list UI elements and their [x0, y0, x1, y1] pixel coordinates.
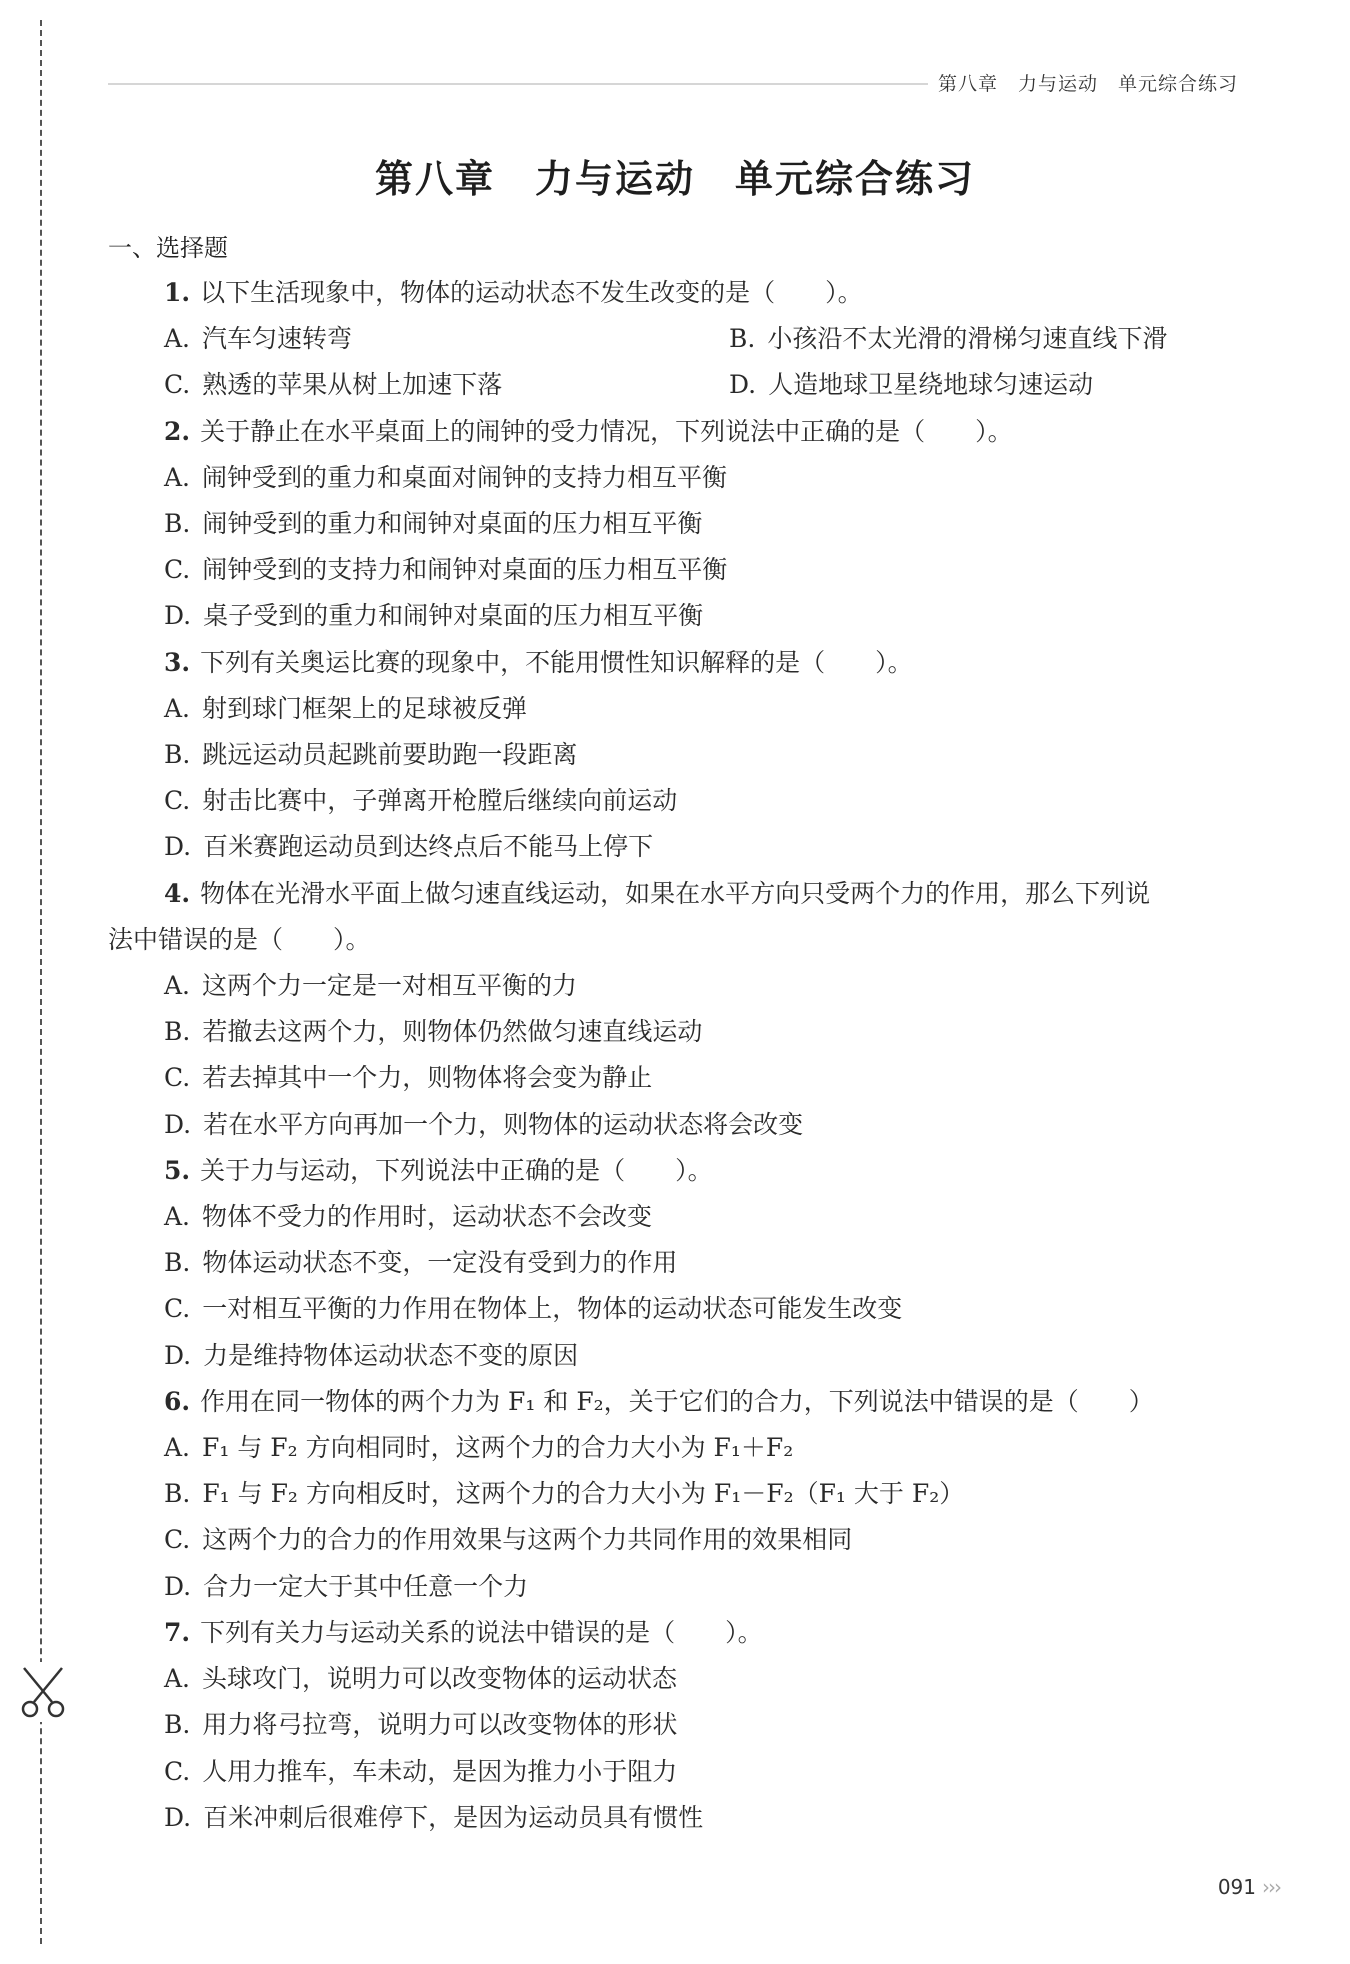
- option-a: A. F₁ 与 F₂ 方向相同时，这两个力的合力大小为 F₁＋F₂: [164, 1433, 794, 1463]
- header-rule: [108, 83, 928, 85]
- question-number: 1.: [164, 278, 191, 307]
- option-a: A. 汽车匀速转弯: [164, 324, 353, 354]
- question-number: 2.: [164, 416, 191, 446]
- option-b: B. 闹钟受到的重力和闹钟对桌面的压力相互平衡: [164, 509, 703, 539]
- option-b: B. F₁ 与 F₂ 方向相反时，这两个力的合力大小为 F₁－F₂（F₁ 大于 F₂）: [164, 1479, 965, 1509]
- option-b: B. 跳远运动员起跳前要助跑一段距离: [164, 740, 578, 770]
- question-3: [108, 640, 1238, 871]
- question-stem-line2: 法中错误的是（ ）。: [108, 924, 371, 954]
- option-d: D. 桌子受到的重力和闹钟对桌面的压力相互平衡: [164, 601, 704, 631]
- question-2: [108, 409, 1238, 640]
- option-c: C. 射击比赛中，子弹离开枪膛后继续向前运动: [164, 786, 678, 816]
- option-d: D. 人造地球卫星绕地球匀速运动: [729, 370, 1094, 400]
- question-stem: 下列有关奥运比赛的现象中，不能用惯性知识解释的是（ ）。: [200, 647, 913, 677]
- scissors-icon: [18, 1662, 68, 1722]
- question-list: [108, 270, 1238, 1841]
- dashed-cut-line: [40, 20, 42, 1944]
- option-a: A. 这两个力一定是一对相互平衡的力: [164, 971, 578, 1001]
- option-b: B. 物体运动状态不变，一定没有受到力的作用: [164, 1248, 678, 1278]
- option-c: C. 熟透的苹果从树上加速下落: [164, 370, 503, 400]
- option-d: D. 若在水平方向再加一个力，则物体的运动状态将会改变: [164, 1109, 804, 1139]
- option-d: D. 力是维持物体运动状态不变的原因: [164, 1340, 579, 1370]
- option-a: A. 闹钟受到的重力和桌面对闹钟的支持力相互平衡: [164, 462, 728, 492]
- option-c: C. 人用力推车，车未动，是因为推力小于阻力: [164, 1756, 678, 1786]
- question-stem: 下列有关力与运动关系的说法中错误的是（ ）。: [200, 1617, 763, 1647]
- question-number: 7.: [164, 1617, 191, 1647]
- question-6: [108, 1379, 1238, 1610]
- question-stem: 关于力与运动，下列说法中正确的是（ ）。: [200, 1155, 713, 1185]
- question-4: [108, 871, 1238, 1148]
- question-number: 6.: [164, 1386, 191, 1416]
- question-1: [108, 270, 1238, 409]
- question-number: 4.: [164, 878, 191, 908]
- question-stem: 作用在同一物体的两个力为 F₁ 和 F₂，关于它们的合力，下列说法中错误的是（ ）: [200, 1386, 1154, 1416]
- next-arrows-icon: ›››: [1262, 1875, 1280, 1899]
- option-d: D. 百米冲刺后很难停下，是因为运动员具有惯性: [164, 1802, 704, 1832]
- question-7: [108, 1610, 1238, 1841]
- question-stem-line1: 物体在光滑水平面上做匀速直线运动，如果在水平方向只受两个力的作用，那么下列说: [200, 878, 1151, 908]
- question-stem: 关于静止在水平桌面上的闹钟的受力情况，下列说法中正确的是（ ）。: [200, 416, 1013, 446]
- page-number: 091: [1217, 1875, 1256, 1899]
- option-c: C. 若去掉其中一个力，则物体将会变为静止: [164, 1063, 653, 1093]
- option-d: D. 合力一定大于其中任意一个力: [164, 1571, 529, 1601]
- page-title: 第八章 力与运动 单元综合练习: [374, 157, 975, 201]
- running-header: 第八章 力与运动 单元综合练习: [937, 73, 1238, 95]
- option-c: C. 这两个力的合力的作用效果与这两个力共同作用的效果相同: [164, 1525, 853, 1555]
- option-a: A. 物体不受力的作用时，运动状态不会改变: [164, 1202, 653, 1232]
- option-b: B. 小孩沿不太光滑的滑梯匀速直线下滑: [729, 324, 1168, 354]
- question-5: [108, 1148, 1238, 1379]
- option-a: A. 射到球门框架上的足球被反弹: [164, 693, 528, 723]
- question-number: 5.: [164, 1155, 191, 1185]
- option-c: C. 一对相互平衡的力作用在物体上，物体的运动状态可能发生改变: [164, 1294, 903, 1324]
- question-stem: 以下生活现象中，物体的运动状态不发生改变的是（ ）。: [200, 278, 863, 307]
- page-footer: [1218, 1875, 1280, 1899]
- option-b: B. 用力将弓拉弯，说明力可以改变物体的形状: [164, 1710, 678, 1740]
- question-number: 3.: [164, 647, 191, 677]
- option-b: B. 若撤去这两个力，则物体仍然做匀速直线运动: [164, 1017, 703, 1047]
- option-c: C. 闹钟受到的支持力和闹钟对桌面的压力相互平衡: [164, 555, 728, 585]
- option-a: A. 头球攻门，说明力可以改变物体的运动状态: [164, 1664, 678, 1694]
- option-d: D. 百米赛跑运动员到达终点后不能马上停下: [164, 832, 654, 862]
- section-heading: 一、选择题: [108, 234, 228, 262]
